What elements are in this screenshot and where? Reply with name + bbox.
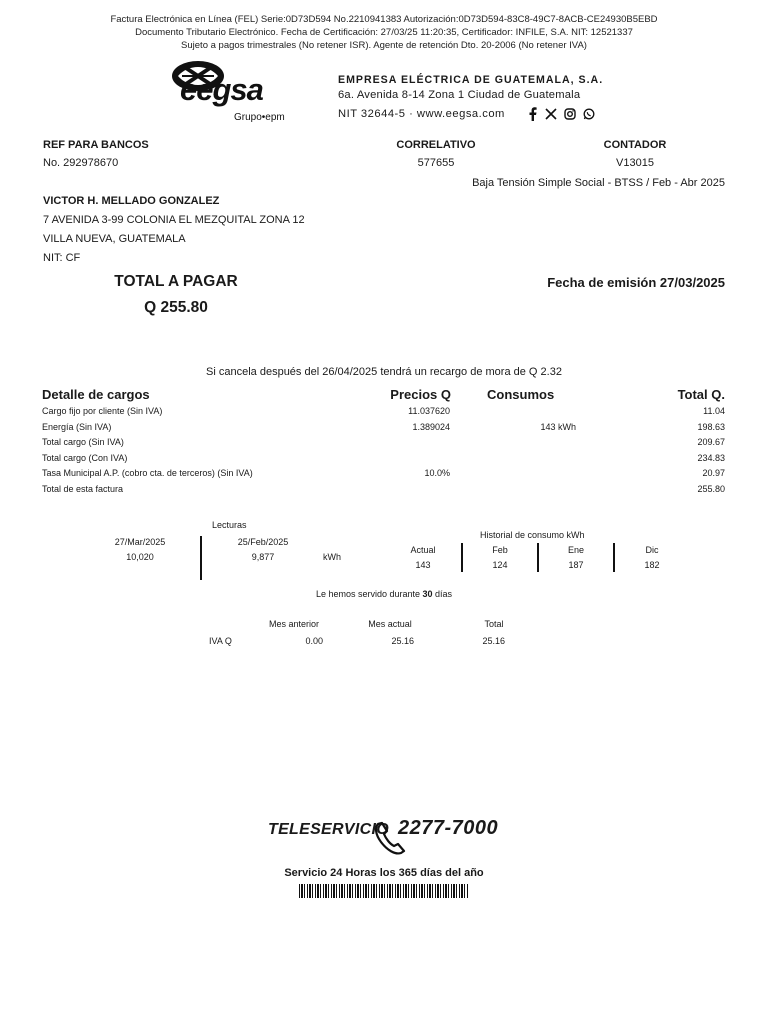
- iva-value-anterior: 0.00: [305, 636, 323, 646]
- ref-bancos-value: No. 292978670: [43, 157, 119, 169]
- customer-nit: NIT: CF: [43, 252, 81, 264]
- charge-label: Tasa Municipal A.P. (cobro cta. de terceros) (Sin IVA): [42, 468, 253, 478]
- fecha-emision: Fecha de emisión 27/03/2025: [547, 275, 725, 290]
- teleservicio-label: TELESERVICIO: [268, 821, 389, 838]
- charges-table: [42, 406, 726, 499]
- lectura-value-1: 10,020: [126, 552, 154, 562]
- company-address: 6a. Avenida 8-14 Zona 1 Ciudad de Guatemala: [338, 89, 581, 101]
- charge-precio: 1.389024: [412, 421, 450, 432]
- servido-prefix: Le hemos servido durante: [315, 589, 420, 599]
- table-row: [42, 422, 726, 438]
- charge-label: Total de esta factura: [42, 483, 124, 494]
- fel-line-2: Documento Tributario Electrónico. Fecha de Certificación: 27/03/25 11:20:35, Certificador: INFILE, S.A. NIT: 12521337: [135, 27, 633, 38]
- company-name: EMPRESA ELÉCTRICA DE GUATEMALA, S.A.: [338, 74, 604, 86]
- historial-month-value: 187: [568, 560, 584, 570]
- historial-divider: [461, 543, 463, 572]
- company-nit-web: NIT 32644-5 · www.eegsa.com: [338, 108, 505, 120]
- barcode: [299, 884, 469, 898]
- historial-actual-label: Actual: [410, 545, 436, 555]
- iva-header-actual: Mes actual: [368, 619, 412, 629]
- lecturas-title: Lecturas: [212, 520, 247, 530]
- charge-total: 11.04: [703, 406, 725, 416]
- correlativo-label: CORRELATIVO: [396, 139, 476, 151]
- iva-value-actual: 25.16: [391, 636, 414, 646]
- customer-name: VICTOR H. MELLADO GONZALEZ: [43, 195, 220, 207]
- correlativo-value: 577655: [417, 157, 455, 169]
- iva-header-anterior: Mes anterior: [268, 619, 320, 629]
- lectura-date-1: 27/Mar/2025: [114, 537, 166, 547]
- total-amount: Q 255.80: [144, 299, 208, 316]
- instagram-icon[interactable]: [564, 108, 576, 120]
- lectura-value-2: 9,877: [251, 552, 275, 562]
- ref-bancos-label: REF PARA BANCOS: [43, 139, 149, 151]
- tarifa-text: Baja Tensión Simple Social - BTSS / Feb - Abr 2025: [472, 177, 725, 189]
- fel-line-1: Factura Electrónica en Línea (FEL) Serie:0D73D594 No.2210941383 Autorización:0D73D594-83C8-49C7-8ACB-CE24930B5EBD: [110, 14, 658, 25]
- table-row: [42, 437, 726, 453]
- charge-label: Total cargo (Sin IVA): [42, 437, 124, 447]
- detalle-header: Detalle de cargos: [42, 387, 150, 402]
- total-q-header: Total Q.: [677, 387, 725, 402]
- iva-label: IVA Q: [209, 636, 232, 646]
- historial-divider: [613, 543, 615, 572]
- servido-days: 30: [422, 589, 433, 599]
- charge-total: 234.83: [697, 452, 725, 463]
- historial-divider: [537, 543, 539, 572]
- logo-brand-text: eegsa: [180, 72, 263, 107]
- charge-label: Total cargo (Con IVA): [42, 452, 128, 463]
- logo-group-text: Grupo•epm: [234, 112, 285, 123]
- lecturas-divider: [200, 536, 202, 580]
- charge-total: 20.97: [702, 468, 725, 478]
- charge-precio: 10.0%: [424, 468, 450, 478]
- recargo-notice: Si cancela después del 26/04/2025 tendrá un recargo de mora de Q 2.32: [206, 366, 562, 378]
- total-label: TOTAL A PAGAR: [114, 273, 238, 290]
- iva-header-total: Total: [484, 619, 504, 629]
- whatsapp-icon[interactable]: [583, 108, 595, 120]
- charge-total: 255.80: [697, 483, 725, 494]
- contador-label: CONTADOR: [603, 139, 667, 151]
- table-row: [42, 453, 726, 469]
- servido-text: [0, 589, 768, 599]
- charge-consumo: 143 kWh: [540, 421, 576, 432]
- charge-total: 209.67: [697, 437, 725, 447]
- historial-month-label: Ene: [567, 545, 584, 555]
- charge-total: 198.63: [697, 421, 725, 432]
- charge-precio: 11.037620: [408, 406, 450, 416]
- iva-value-total: 25.16: [482, 636, 505, 646]
- contador-value: V13015: [616, 157, 654, 169]
- precios-header: Precios Q: [390, 387, 451, 402]
- facebook-icon[interactable]: [528, 107, 538, 121]
- teleservicio-number[interactable]: 2277-7000: [398, 817, 499, 839]
- charge-label: Energía (Sin IVA): [42, 421, 112, 432]
- lectura-unit: kWh: [323, 552, 341, 562]
- charge-label: Cargo fijo por cliente (Sin IVA): [42, 406, 163, 416]
- customer-address-1: 7 AVENIDA 3-99 COLONIA EL MEZQUITAL ZONA 12: [43, 214, 305, 226]
- lectura-date-2: 25/Feb/2025: [237, 537, 289, 547]
- consumos-header: Consumos: [487, 387, 555, 402]
- historial-month-label: Feb: [492, 545, 508, 555]
- x-icon[interactable]: [545, 108, 557, 120]
- teleservicio-tagline: Servicio 24 Horas los 365 días del año: [284, 867, 484, 879]
- historial-actual-value: 143: [415, 560, 431, 570]
- table-row: [42, 468, 726, 484]
- historial-title: Historial de consumo kWh: [480, 530, 585, 540]
- historial-month-label: Dic: [645, 545, 659, 555]
- table-row: [42, 484, 726, 500]
- servido-suffix: días: [435, 589, 453, 599]
- historial-month-value: 124: [492, 560, 508, 570]
- historial-month-value: 182: [644, 560, 660, 570]
- customer-address-2: VILLA NUEVA, GUATEMALA: [43, 233, 186, 245]
- social-icons: [528, 107, 595, 121]
- table-row: [42, 406, 726, 422]
- fel-line-3: Sujeto a pagos trimestrales (No retener ISR). Agente de retención Dto. 20-2006 (No retener IVA): [181, 40, 587, 51]
